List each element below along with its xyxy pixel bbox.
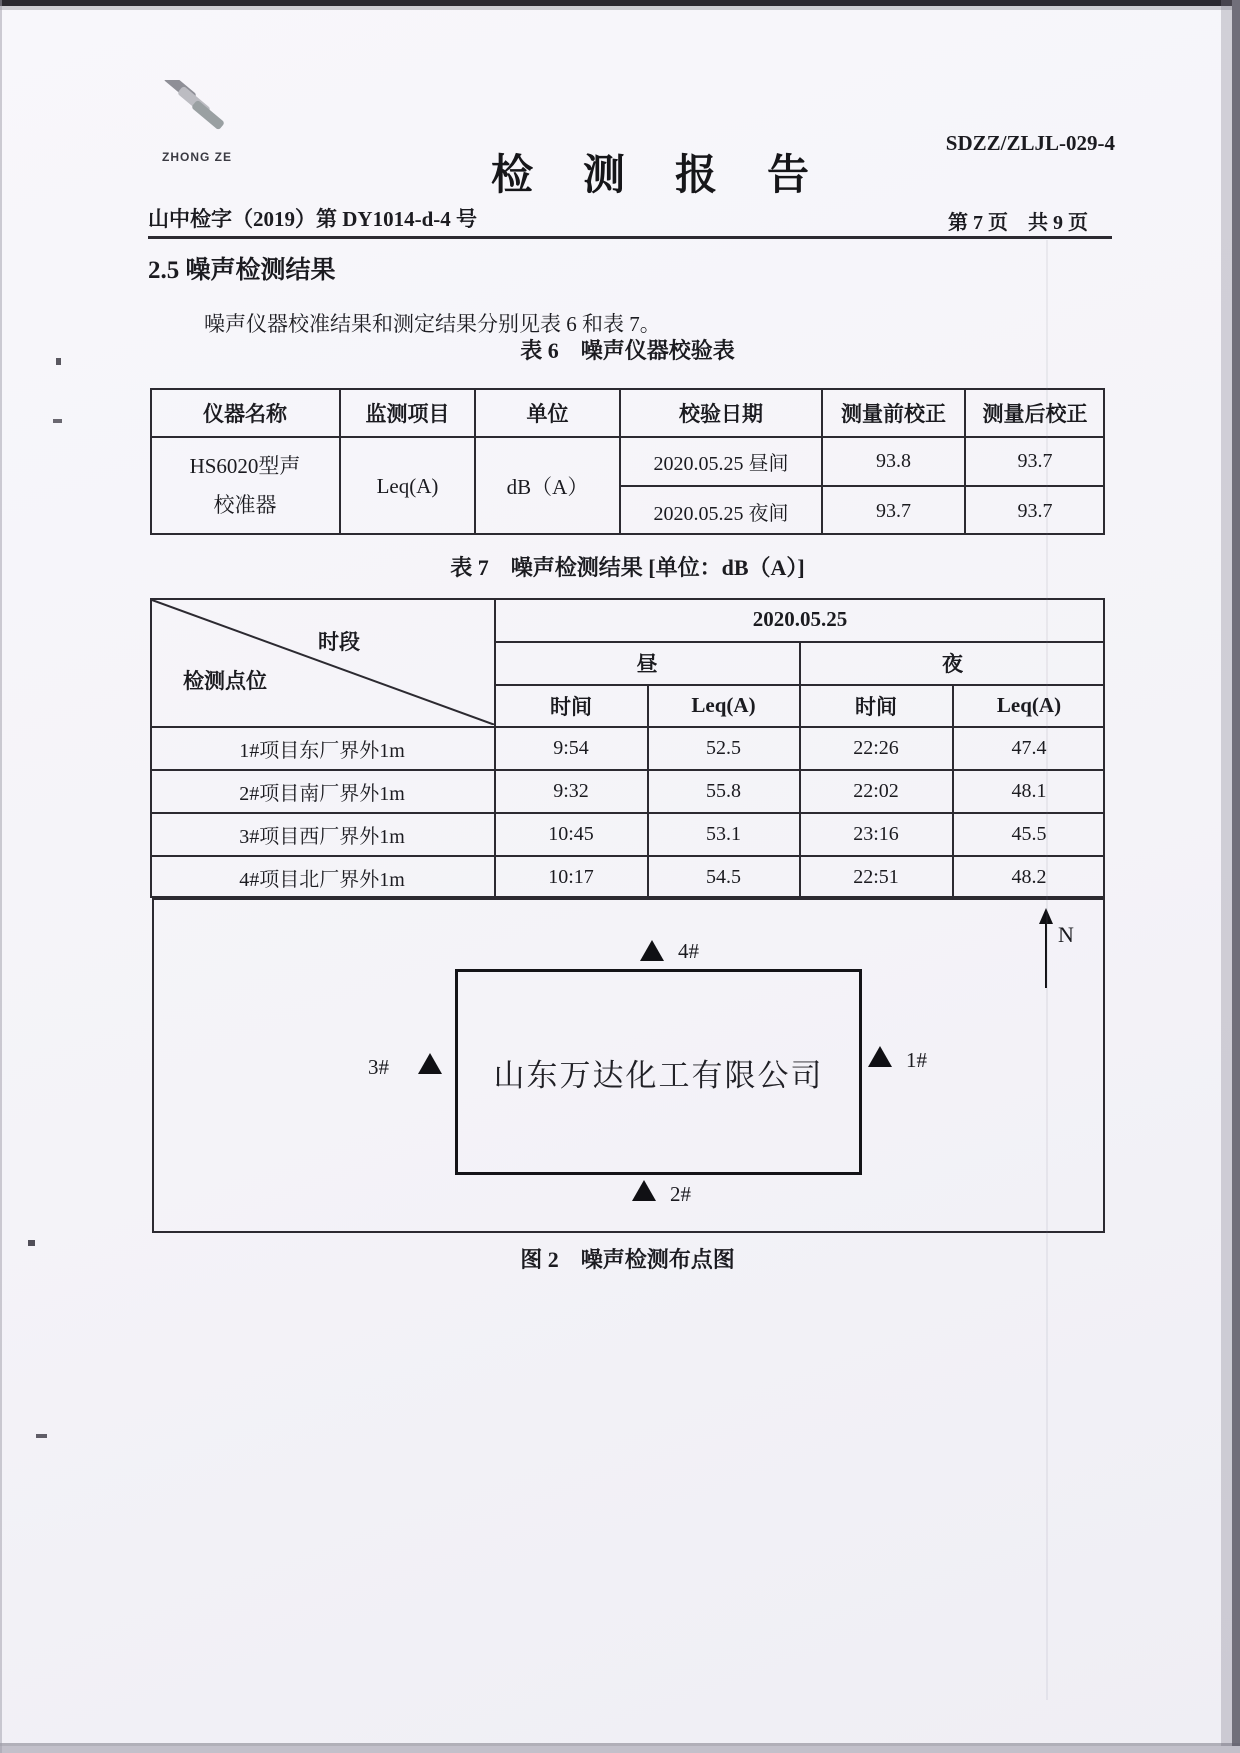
table7-row-day-time: 10:17	[548, 865, 594, 888]
table7-row-night-time: 23:16	[853, 822, 899, 845]
table7-row-day-leq: 54.5	[706, 865, 741, 888]
table7-row-night-time: 22:26	[853, 736, 899, 759]
table7-col-day-time: 时间	[550, 694, 592, 719]
table7-corner-label-period: 时段	[318, 630, 360, 654]
table6-row-after: 93.7	[1017, 449, 1053, 472]
table7-row-point: 1#项目东厂界外1m	[239, 739, 405, 762]
table6-row-before: 93.7	[876, 499, 911, 522]
table6-title: 表 6 噪声仪器校验表	[520, 338, 735, 363]
point-4-label: 4#	[678, 939, 699, 963]
table6-unit-cell: dB（A）	[506, 475, 589, 499]
header-rule	[148, 236, 1112, 239]
factory-name: 山东万达化工有限公司	[493, 1057, 824, 1093]
scan-speck	[56, 358, 61, 365]
table6-header-item: 监测项目	[365, 401, 450, 426]
figure-caption: 图 2 噪声检测布点图	[520, 1247, 735, 1272]
point-4-marker-icon	[640, 940, 664, 961]
table7-row-point: 3#项目西厂界外1m	[239, 825, 405, 848]
scan-edge-top-fade	[0, 6, 1240, 10]
table6-header-before: 测量前校正	[841, 401, 946, 426]
table7-row-day-leq: 55.8	[706, 779, 741, 802]
page-title: 检 测 报 告	[490, 153, 813, 199]
scan-fold-line	[1046, 240, 1048, 1700]
table7-col-day-leq: Leq(A)	[691, 693, 756, 717]
table7-date-header: 2020.05.25	[752, 607, 848, 631]
instrument-name-line2: 校准器	[213, 493, 277, 517]
table7-row-night-time: 22:02	[853, 779, 899, 802]
table6-instrument-cell	[150, 437, 340, 535]
table7-row-day-leq: 53.1	[706, 822, 741, 845]
instrument-name-line1: HS6020型声	[189, 454, 301, 479]
scan-edge-right-fade	[1221, 0, 1232, 1753]
table7-night-header: 夜	[942, 652, 963, 676]
logo-text: ZHONG ZE	[162, 150, 232, 164]
scan-edge-right	[1232, 0, 1240, 1753]
scan-edge-bottom	[0, 1746, 1240, 1753]
point-3-label: 3#	[368, 1055, 389, 1079]
table7-col-night-leq: Leq(A)	[996, 693, 1062, 717]
table6-row-date: 2020.05.25 夜间	[653, 502, 789, 525]
point-2-marker-icon	[632, 1180, 656, 1201]
table7-col-night-time: 时间	[855, 694, 897, 719]
table7-row-point: 4#项目北厂界外1m	[239, 868, 405, 891]
table6-header-after: 测量后校正	[982, 401, 1088, 426]
table7-row-night-time: 22:51	[853, 865, 899, 888]
table7-row-point: 2#项目南厂界外1m	[239, 782, 405, 805]
table6-item-cell: Leq(A)	[376, 473, 439, 498]
point-1-label: 1#	[906, 1048, 927, 1072]
scan-speck	[36, 1434, 47, 1438]
table6-row-before: 93.8	[876, 449, 911, 472]
table7-row-night-leq: 45.5	[1011, 822, 1047, 845]
table7-row-day-time: 9:32	[553, 779, 589, 802]
scan-speck	[28, 1240, 35, 1246]
table7-row-day-time: 10:45	[548, 822, 594, 845]
page-number: 第 7 页 共 9 页	[948, 212, 1088, 234]
report-ref-number: 山中检字（2019）第 DY1014-d-4 号	[148, 207, 477, 231]
section-heading: 2.5 噪声检测结果	[148, 257, 336, 284]
table7-row-night-leq: 48.1	[1011, 779, 1047, 802]
zhongze-logo-icon	[148, 80, 248, 146]
table7-day-header: 昼	[636, 652, 658, 676]
table7-row-day-leq: 52.5	[706, 736, 741, 759]
north-label: N	[1058, 922, 1074, 947]
section-intro: 噪声仪器校准结果和测定结果分别见表 6 和表 7。	[204, 312, 661, 336]
point-1-marker-icon	[868, 1046, 892, 1067]
table6-header-date: 校验日期	[679, 401, 763, 426]
scan-edge-bottom-line	[0, 1743, 1240, 1746]
table6-header-instrument: 仪器名称	[203, 401, 287, 426]
point-3-marker-icon	[418, 1053, 442, 1074]
table7-title: 表 7 噪声检测结果 [单位：dB（A）]	[450, 555, 805, 580]
table7-row-night-leq: 48.2	[1011, 865, 1047, 888]
table7-corner-diagonal	[152, 600, 495, 725]
table6-row-date: 2020.05.25 昼间	[653, 452, 789, 475]
table6-row-after: 93.7	[1017, 499, 1053, 522]
table6-header-unit: 单位	[526, 401, 569, 426]
table7-row-night-leq: 47.4	[1011, 736, 1047, 759]
doc-code: SDZZ/ZLJL-029-4	[945, 131, 1115, 155]
point-2-label: 2#	[670, 1182, 691, 1206]
table7-corner-label-point: 检测点位	[183, 669, 267, 693]
table7-row-day-time: 9:54	[553, 736, 589, 759]
scan-speck	[53, 419, 62, 423]
scan-edge-left	[0, 0, 2, 1753]
